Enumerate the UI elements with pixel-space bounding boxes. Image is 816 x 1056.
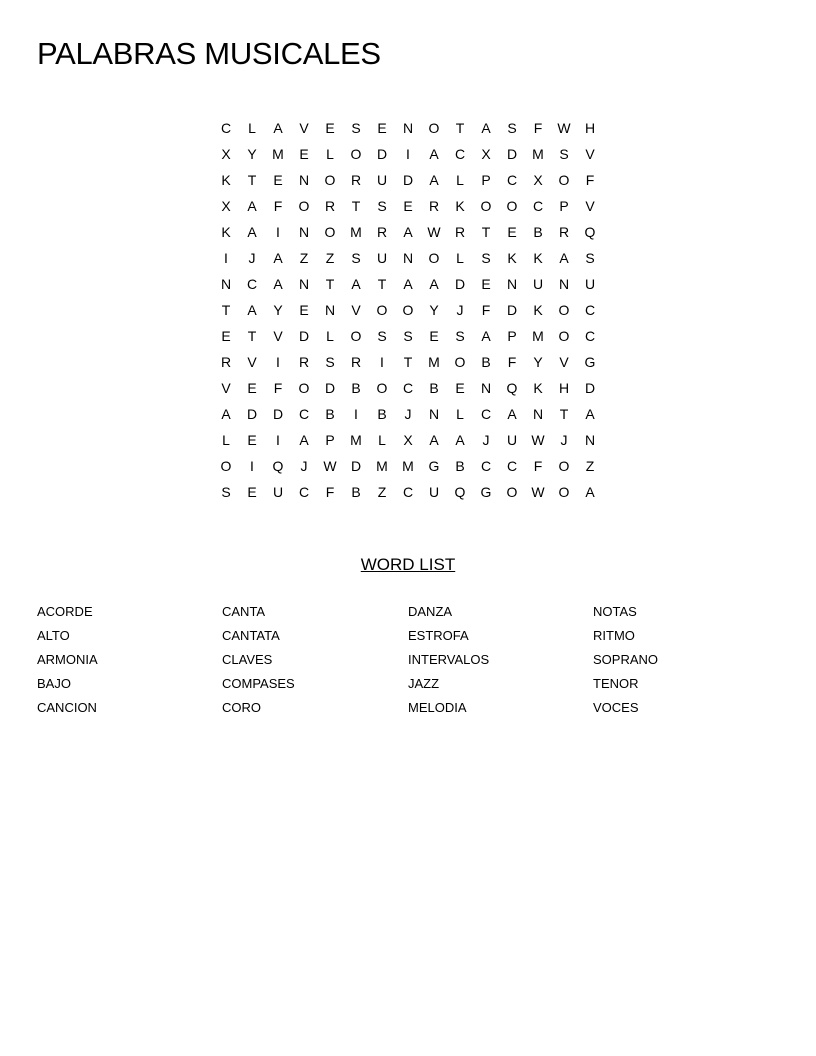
grid-cell[interactable]: E xyxy=(507,224,517,240)
grid-cell[interactable]: C xyxy=(402,380,414,396)
grid-cell[interactable]: W xyxy=(557,120,571,136)
grid-cell[interactable]: O xyxy=(324,224,336,240)
grid-cell[interactable]: M xyxy=(532,328,544,344)
grid-cell[interactable]: C xyxy=(506,172,518,188)
grid-cell[interactable]: R xyxy=(376,224,388,240)
grid-cell[interactable]: S xyxy=(325,354,335,370)
grid-cell[interactable]: P xyxy=(481,172,491,188)
grid-cell[interactable]: I xyxy=(406,146,410,162)
grid-cell[interactable]: N xyxy=(558,276,570,292)
grid-cell[interactable]: U xyxy=(376,172,388,188)
grid-cell[interactable]: B xyxy=(325,406,335,422)
grid-cell[interactable]: V xyxy=(585,146,595,162)
word-list xyxy=(37,600,779,725)
grid-cell[interactable]: N xyxy=(480,380,492,396)
word-column-4 xyxy=(593,600,763,720)
grid-cell[interactable]: C xyxy=(220,120,232,136)
grid-cell[interactable]: S xyxy=(351,250,361,266)
grid-cell[interactable]: K xyxy=(507,250,517,266)
grid-cell[interactable]: O xyxy=(402,302,414,318)
grid-cell[interactable]: Z xyxy=(299,250,309,266)
grid-cell[interactable]: S xyxy=(585,250,595,266)
grid-cell[interactable]: O xyxy=(350,146,362,162)
word-list-item: MELODIA xyxy=(408,700,467,715)
grid-cell[interactable]: O xyxy=(558,302,570,318)
word-column-2 xyxy=(222,600,392,720)
grid-cell[interactable]: A xyxy=(247,198,257,214)
grid-cell[interactable]: D xyxy=(272,406,284,422)
grid-cell[interactable]: H xyxy=(584,120,596,136)
word-list-item: VOCES xyxy=(593,700,639,715)
word-list-item: CLAVES xyxy=(222,652,273,667)
grid-cell[interactable]: G xyxy=(480,484,492,500)
grid-cell[interactable]: V xyxy=(247,354,257,370)
grid-cell[interactable]: S xyxy=(481,250,491,266)
grid-cell[interactable]: M xyxy=(350,432,362,448)
grid-cell[interactable]: F xyxy=(507,354,517,370)
grid-cell[interactable]: Z xyxy=(585,458,595,474)
word-list-item: RITMO xyxy=(593,628,635,643)
grid-cell[interactable]: E xyxy=(481,276,491,292)
grid-cell[interactable]: B xyxy=(533,224,543,240)
grid-cell[interactable]: L xyxy=(326,146,334,162)
grid-cell[interactable]: W xyxy=(427,224,441,240)
grid-cell[interactable]: O xyxy=(506,198,518,214)
word-list-item: COMPASES xyxy=(222,676,295,691)
grid-cell[interactable]: A xyxy=(507,406,517,422)
grid-cell[interactable]: F xyxy=(585,172,595,188)
grid-cell[interactable]: A xyxy=(351,276,361,292)
grid-cell[interactable]: Q xyxy=(584,224,596,240)
grid-cell[interactable]: N xyxy=(532,406,544,422)
word-list-item: CORO xyxy=(222,700,261,715)
grid-cell[interactable]: T xyxy=(403,354,413,370)
grid-cell[interactable]: F xyxy=(533,458,543,474)
grid-cell[interactable]: V xyxy=(221,380,231,396)
grid-cell[interactable]: B xyxy=(455,458,465,474)
grid-cell[interactable]: X xyxy=(403,432,413,448)
grid-cell[interactable]: O xyxy=(558,458,570,474)
grid-cell[interactable]: R xyxy=(558,224,570,240)
grid-cell[interactable]: N xyxy=(220,276,232,292)
grid-cell[interactable]: R xyxy=(298,354,310,370)
grid-cell[interactable]: S xyxy=(377,328,387,344)
grid-cell[interactable]: T xyxy=(325,276,335,292)
grid-cell[interactable]: F xyxy=(533,120,543,136)
grid-cell[interactable]: B xyxy=(429,380,439,396)
grid-cell[interactable]: F xyxy=(273,380,283,396)
grid-cell[interactable]: K xyxy=(221,224,231,240)
word-column-3 xyxy=(408,600,578,720)
grid-cell[interactable]: U xyxy=(428,484,440,500)
grid-cell[interactable]: O xyxy=(220,458,232,474)
grid-cell[interactable]: B xyxy=(481,354,491,370)
grid-cell[interactable]: O xyxy=(506,484,518,500)
grid-cell[interactable]: N xyxy=(506,276,518,292)
grid-cell[interactable]: M xyxy=(428,354,440,370)
grid-cell[interactable]: O xyxy=(558,328,570,344)
grid-cell[interactable]: D xyxy=(402,172,414,188)
grid-cell[interactable]: I xyxy=(276,354,280,370)
grid-cell[interactable]: I xyxy=(380,354,384,370)
grid-cell[interactable]: J xyxy=(456,302,464,318)
grid-cell[interactable]: E xyxy=(455,380,465,396)
grid-cell[interactable]: F xyxy=(481,302,491,318)
grid-cell[interactable]: A xyxy=(247,224,257,240)
grid-cell[interactable]: I xyxy=(276,432,280,448)
grid-cell[interactable]: L xyxy=(456,406,464,422)
grid-cell[interactable]: A xyxy=(273,120,283,136)
grid-cell[interactable]: N xyxy=(298,224,310,240)
grid-cell[interactable]: D xyxy=(324,380,336,396)
grid-cell[interactable]: W xyxy=(531,484,545,500)
grid-cell[interactable]: X xyxy=(533,172,543,188)
grid-cell[interactable]: M xyxy=(376,458,388,474)
word-list-item: JAZZ xyxy=(408,676,440,691)
grid-cell[interactable]: X xyxy=(481,146,491,162)
grid-cell[interactable]: B xyxy=(377,406,387,422)
grid-cell[interactable]: A xyxy=(429,432,439,448)
grid-cell[interactable]: A xyxy=(429,276,439,292)
grid-cell[interactable]: X xyxy=(221,146,231,162)
grid-cell[interactable]: S xyxy=(221,484,231,500)
grid-cell[interactable]: W xyxy=(323,458,337,474)
word-list-item: NOTAS xyxy=(593,604,637,619)
grid-cell[interactable]: K xyxy=(533,250,543,266)
grid-cell[interactable]: A xyxy=(481,328,491,344)
grid-cell[interactable]: J xyxy=(300,458,308,474)
grid-cell[interactable]: N xyxy=(428,406,440,422)
grid-cell[interactable]: C xyxy=(246,276,258,292)
grid-cell[interactable]: E xyxy=(273,172,283,188)
grid-cell[interactable]: N xyxy=(298,172,310,188)
word-column-1 xyxy=(37,600,207,720)
grid-cell[interactable]: J xyxy=(482,432,490,448)
grid-cell[interactable]: P xyxy=(507,328,517,344)
grid-cell[interactable]: O xyxy=(298,380,310,396)
grid-cell[interactable]: S xyxy=(507,120,517,136)
grid-cell[interactable]: O xyxy=(376,380,388,396)
grid-cell[interactable]: O xyxy=(558,172,570,188)
grid-cell[interactable]: D xyxy=(246,406,258,422)
word-list-item: BAJO xyxy=(37,676,71,691)
grid-cell[interactable]: V xyxy=(585,198,595,214)
grid-cell[interactable]: A xyxy=(403,224,413,240)
grid-cell[interactable]: L xyxy=(378,432,386,448)
grid-cell[interactable]: O xyxy=(558,484,570,500)
grid-cell[interactable]: Y xyxy=(429,302,439,318)
grid-cell[interactable]: W xyxy=(531,432,545,448)
grid-cell[interactable]: R xyxy=(324,198,336,214)
grid-cell[interactable]: A xyxy=(585,406,595,422)
word-list-item: ESTROFA xyxy=(408,628,469,643)
grid-cell[interactable]: U xyxy=(584,276,596,292)
grid-cell[interactable]: T xyxy=(377,276,387,292)
grid-cell[interactable]: O xyxy=(480,198,492,214)
grid-cell[interactable]: S xyxy=(403,328,413,344)
grid-cell[interactable]: V xyxy=(299,120,309,136)
grid-cell[interactable]: T xyxy=(247,172,257,188)
grid-cell[interactable]: A xyxy=(221,406,231,422)
grid-cell[interactable]: K xyxy=(455,198,465,214)
grid-cell[interactable]: D xyxy=(506,146,518,162)
grid-cell[interactable]: E xyxy=(403,198,413,214)
grid-cell[interactable]: A xyxy=(273,276,283,292)
grid-cell[interactable]: R xyxy=(454,224,466,240)
word-list-item: CANTA xyxy=(222,604,266,619)
grid-cell[interactable]: C xyxy=(480,458,492,474)
grid-cell[interactable]: C xyxy=(532,198,544,214)
word-list-item: DANZA xyxy=(408,604,453,619)
grid-cell[interactable]: E xyxy=(221,328,231,344)
grid-cell[interactable]: N xyxy=(402,250,414,266)
grid-cell[interactable]: K xyxy=(221,172,231,188)
grid-cell[interactable]: Q xyxy=(506,380,518,396)
grid-cell[interactable]: A xyxy=(429,146,439,162)
grid-cell[interactable]: V xyxy=(273,328,283,344)
grid-cell[interactable]: D xyxy=(454,276,466,292)
grid-cell[interactable]: L xyxy=(248,120,256,136)
grid-cell[interactable]: A xyxy=(273,250,283,266)
grid-cell[interactable]: E xyxy=(429,328,439,344)
grid-cell[interactable]: E xyxy=(299,302,309,318)
word-list-item: ARMONIA xyxy=(37,652,98,667)
grid-cell[interactable]: O xyxy=(428,250,440,266)
grid-cell[interactable]: P xyxy=(325,432,335,448)
grid-cell[interactable]: D xyxy=(350,458,362,474)
grid-cell[interactable]: E xyxy=(377,120,387,136)
word-list-item: ACORDE xyxy=(37,604,93,619)
grid-cell[interactable]: A xyxy=(403,276,413,292)
grid-cell[interactable]: A xyxy=(559,250,569,266)
grid-cell[interactable]: X xyxy=(221,198,231,214)
grid-cell[interactable]: S xyxy=(455,328,465,344)
grid-cell[interactable]: E xyxy=(247,484,257,500)
grid-cell[interactable]: T xyxy=(247,328,257,344)
grid-cell[interactable]: L xyxy=(456,250,464,266)
grid-cell[interactable]: C xyxy=(480,406,492,422)
grid-cell[interactable]: S xyxy=(351,120,361,136)
grid-cell[interactable]: E xyxy=(299,146,309,162)
grid-cell[interactable]: A xyxy=(455,432,465,448)
grid-cell[interactable]: A xyxy=(299,432,309,448)
grid-cell[interactable]: C xyxy=(454,146,466,162)
grid-cell[interactable]: M xyxy=(272,146,284,162)
grid-cell[interactable]: T xyxy=(351,198,361,214)
grid-cell[interactable]: I xyxy=(276,224,280,240)
grid-cell[interactable]: H xyxy=(558,380,570,396)
grid-cell[interactable]: O xyxy=(454,354,466,370)
grid-cell[interactable]: Y xyxy=(273,302,283,318)
grid-cell[interactable]: N xyxy=(324,302,336,318)
grid-cell[interactable]: U xyxy=(272,484,284,500)
grid-cell[interactable]: C xyxy=(506,458,518,474)
grid-cell[interactable]: T xyxy=(455,120,465,136)
grid-cell[interactable]: P xyxy=(559,198,569,214)
grid-cell[interactable]: S xyxy=(559,146,569,162)
grid-cell[interactable]: J xyxy=(404,406,412,422)
grid-cell[interactable]: U xyxy=(506,432,518,448)
word-list-item: CANCION xyxy=(37,700,97,715)
grid-cell[interactable]: Z xyxy=(325,250,335,266)
grid-cell[interactable]: O xyxy=(298,198,310,214)
grid-cell[interactable]: R xyxy=(220,354,232,370)
grid-cell[interactable]: I xyxy=(354,406,358,422)
grid-cell[interactable]: B xyxy=(351,380,361,396)
word-list-item: INTERVALOS xyxy=(408,652,490,667)
grid-cell[interactable]: C xyxy=(584,328,596,344)
grid-cell[interactable]: L xyxy=(456,172,464,188)
grid-cell[interactable]: Z xyxy=(377,484,387,500)
word-list-item: TENOR xyxy=(593,676,639,691)
grid-cell[interactable]: T xyxy=(221,302,231,318)
grid-cell[interactable]: A xyxy=(481,120,491,136)
grid-cell[interactable]: C xyxy=(298,484,310,500)
letter-grid xyxy=(213,115,603,505)
grid-cell[interactable]: R xyxy=(428,198,440,214)
grid-cell[interactable]: E xyxy=(247,432,257,448)
grid-cell[interactable]: T xyxy=(559,406,569,422)
grid-cell[interactable]: L xyxy=(326,328,334,344)
grid-cell[interactable]: Q xyxy=(454,484,466,500)
grid-cell[interactable]: N xyxy=(298,276,310,292)
grid-cell[interactable]: N xyxy=(584,432,596,448)
word-list-item: ALTO xyxy=(37,628,70,643)
grid-cell[interactable]: I xyxy=(224,250,228,266)
page-title: PALABRAS MUSICALES xyxy=(37,36,381,71)
grid-cell[interactable]: A xyxy=(247,302,257,318)
word-list-item: SOPRANO xyxy=(593,652,659,667)
grid-cell[interactable]: G xyxy=(428,458,440,474)
grid-cell[interactable]: G xyxy=(584,354,596,370)
grid-cell[interactable]: U xyxy=(532,276,544,292)
grid-cell[interactable]: M xyxy=(350,224,362,240)
grid-cell[interactable]: C xyxy=(402,484,414,500)
grid-cell[interactable]: D xyxy=(584,380,596,396)
grid-cell[interactable]: A xyxy=(429,172,439,188)
grid-cell[interactable]: U xyxy=(376,250,388,266)
grid-cell[interactable]: Y xyxy=(533,354,543,370)
grid-cell[interactable]: D xyxy=(506,302,518,318)
grid-cell[interactable]: F xyxy=(325,484,335,500)
grid-cell[interactable]: C xyxy=(298,406,310,422)
grid-cell[interactable]: Y xyxy=(247,146,257,162)
grid-cell[interactable]: I xyxy=(250,458,254,474)
word-list-heading: WORD LIST xyxy=(360,555,456,574)
grid-cell[interactable]: V xyxy=(559,354,569,370)
grid-cell[interactable]: B xyxy=(351,484,361,500)
grid-cell[interactable]: D xyxy=(298,328,310,344)
grid-cell[interactable]: O xyxy=(350,328,362,344)
grid-cell[interactable]: O xyxy=(428,120,440,136)
grid-cell[interactable]: L xyxy=(222,432,230,448)
grid-cell[interactable]: E xyxy=(247,380,257,396)
grid-cell[interactable]: J xyxy=(560,432,568,448)
grid-cell[interactable]: D xyxy=(376,146,388,162)
grid-cell[interactable]: M xyxy=(532,146,544,162)
word-list-item: CANTATA xyxy=(222,628,280,643)
grid-cell[interactable]: J xyxy=(248,250,256,266)
grid-cell[interactable]: K xyxy=(533,380,543,396)
grid-cell[interactable]: E xyxy=(325,120,335,136)
grid-cell[interactable]: A xyxy=(585,484,595,500)
grid-cell[interactable]: T xyxy=(481,224,491,240)
grid-cell[interactable]: R xyxy=(350,354,362,370)
grid-cell[interactable]: C xyxy=(584,302,596,318)
grid-cell[interactable]: S xyxy=(377,198,387,214)
grid-cell[interactable]: M xyxy=(402,458,414,474)
grid-cell[interactable]: F xyxy=(273,198,283,214)
grid-cell[interactable]: V xyxy=(351,302,361,318)
grid-cell[interactable]: K xyxy=(533,302,543,318)
grid-cell[interactable]: O xyxy=(376,302,388,318)
grid-cell[interactable]: R xyxy=(350,172,362,188)
grid-cell[interactable]: Q xyxy=(272,458,284,474)
grid-cell[interactable]: N xyxy=(402,120,414,136)
grid-cell[interactable]: O xyxy=(324,172,336,188)
